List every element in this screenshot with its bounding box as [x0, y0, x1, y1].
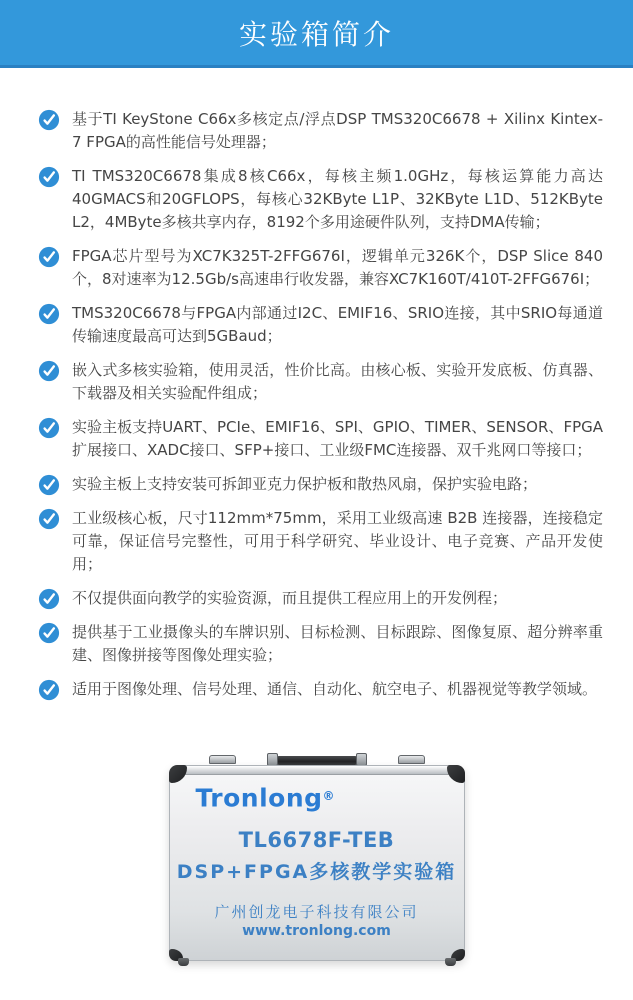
- registered-trademark-symbol: ®: [322, 789, 335, 803]
- website-url: www.tronlong.com: [242, 923, 391, 940]
- check-icon: [38, 679, 60, 701]
- feature-text: 实验主板上支持安装可拆卸亚克力保护板和散热风扇，保护实验电路；: [72, 475, 538, 493]
- check-icon: [38, 417, 60, 439]
- feature-text: 适用于图像处理、信号处理、通信、自动化、航空电子、机器视觉等教学领域。: [72, 680, 598, 698]
- feature-text: 提供基于工业摄像头的车牌识别、目标检测、目标跟踪、图像复原、超分辨率重建、图像拼接等图像处理实验；: [72, 623, 603, 664]
- feature-item: [38, 473, 603, 496]
- aluminum-case: [169, 765, 465, 961]
- check-icon: [38, 246, 60, 268]
- check-icon: [38, 588, 60, 610]
- check-icon: [38, 303, 60, 325]
- feature-text: 基于TI KeyStone C66x多核定点/浮点DSP TMS320C6678 + Xilinx Kintex-7 FPGA的高性能信号处理器；: [72, 110, 603, 151]
- feature-item: [38, 108, 603, 154]
- check-icon: [38, 474, 60, 496]
- feature-item: [38, 165, 603, 234]
- feature-item: [38, 416, 603, 462]
- product-model: TL6678F-TEB: [238, 828, 395, 853]
- case-handle: [275, 756, 359, 765]
- case-rim: [170, 766, 464, 775]
- check-icon: [38, 166, 60, 188]
- check-icon: [38, 360, 60, 382]
- brand-logo: [196, 783, 464, 814]
- feature-item: [38, 507, 603, 576]
- feature-item: [38, 587, 603, 610]
- case-foot-left: [178, 958, 189, 966]
- page-title: 实验箱简介: [238, 17, 394, 51]
- case-top-hardware: [169, 751, 465, 765]
- case-foot-right: [445, 958, 456, 966]
- feature-text: 不仅提供面向教学的实验资源，而且提供工程应用上的开发例程；: [72, 589, 508, 607]
- feature-text: FPGA芯片型号为XC7K325T-2FFG676I，逻辑单元326K个，DSP Slice 840个，8对速率为12.5Gb/s高速串行收发器，兼容XC7K160T/410T-2FFG676I；: [72, 247, 603, 288]
- case-corner-top-left: [169, 765, 187, 783]
- feature-item: [38, 678, 603, 701]
- feature-item: [38, 245, 603, 291]
- case-latch-left: [209, 755, 236, 764]
- product-name: DSP+FPGA多核教学实验箱: [176, 861, 457, 884]
- check-icon: [38, 622, 60, 644]
- feature-text: 工业级核心板，尺寸112mm*75mm，采用工业级高速 B2B 连接器，连接稳定可靠，保证信号完整性，可用于科学研究、毕业设计、电子竞赛、产品开发使用；: [72, 509, 603, 573]
- feature-item: [38, 621, 603, 667]
- feature-item: [38, 302, 603, 348]
- check-icon: [38, 508, 60, 530]
- feature-item: [38, 359, 603, 405]
- feature-text: TMS320C6678与FPGA内部通过I2C、EMIF16、SRIO连接，其中SRIO每通道传输速度最高可达到5GBaud；: [72, 304, 603, 345]
- feature-list: [0, 68, 633, 701]
- header-banner: [0, 0, 633, 68]
- case-corner-top-right: [447, 765, 465, 783]
- feature-text: 嵌入式多核实验箱，使用灵活，性价比高。由核心板、实验开发底板、仿真器、下载器及相关实验配件组成；: [72, 361, 603, 402]
- product-photo: [0, 751, 633, 961]
- brand-name: Tronlong: [195, 783, 323, 813]
- check-icon: [38, 109, 60, 131]
- company-name: 广州创龙电子科技有限公司: [214, 903, 419, 922]
- case-latch-right: [398, 755, 425, 764]
- feature-text: TI TMS320C6678集成8核C66x，每核主频1.0GHz，每核运算能力高达40GMACS和20GFLOPS，每核心32KByte L1P、32KByte L1D、512KByte L2，4MByte多核共享内存，8192个多用途硬件队列，支持DMA传输；: [72, 167, 603, 231]
- feature-text: 实验主板支持UART、PCIe、EMIF16、SPI、GPIO、TIMER、SENSOR、FPGA扩展接口、XADC接口、SFP+接口、工业级FMC连接器、双千兆网口等接口；: [72, 418, 603, 459]
